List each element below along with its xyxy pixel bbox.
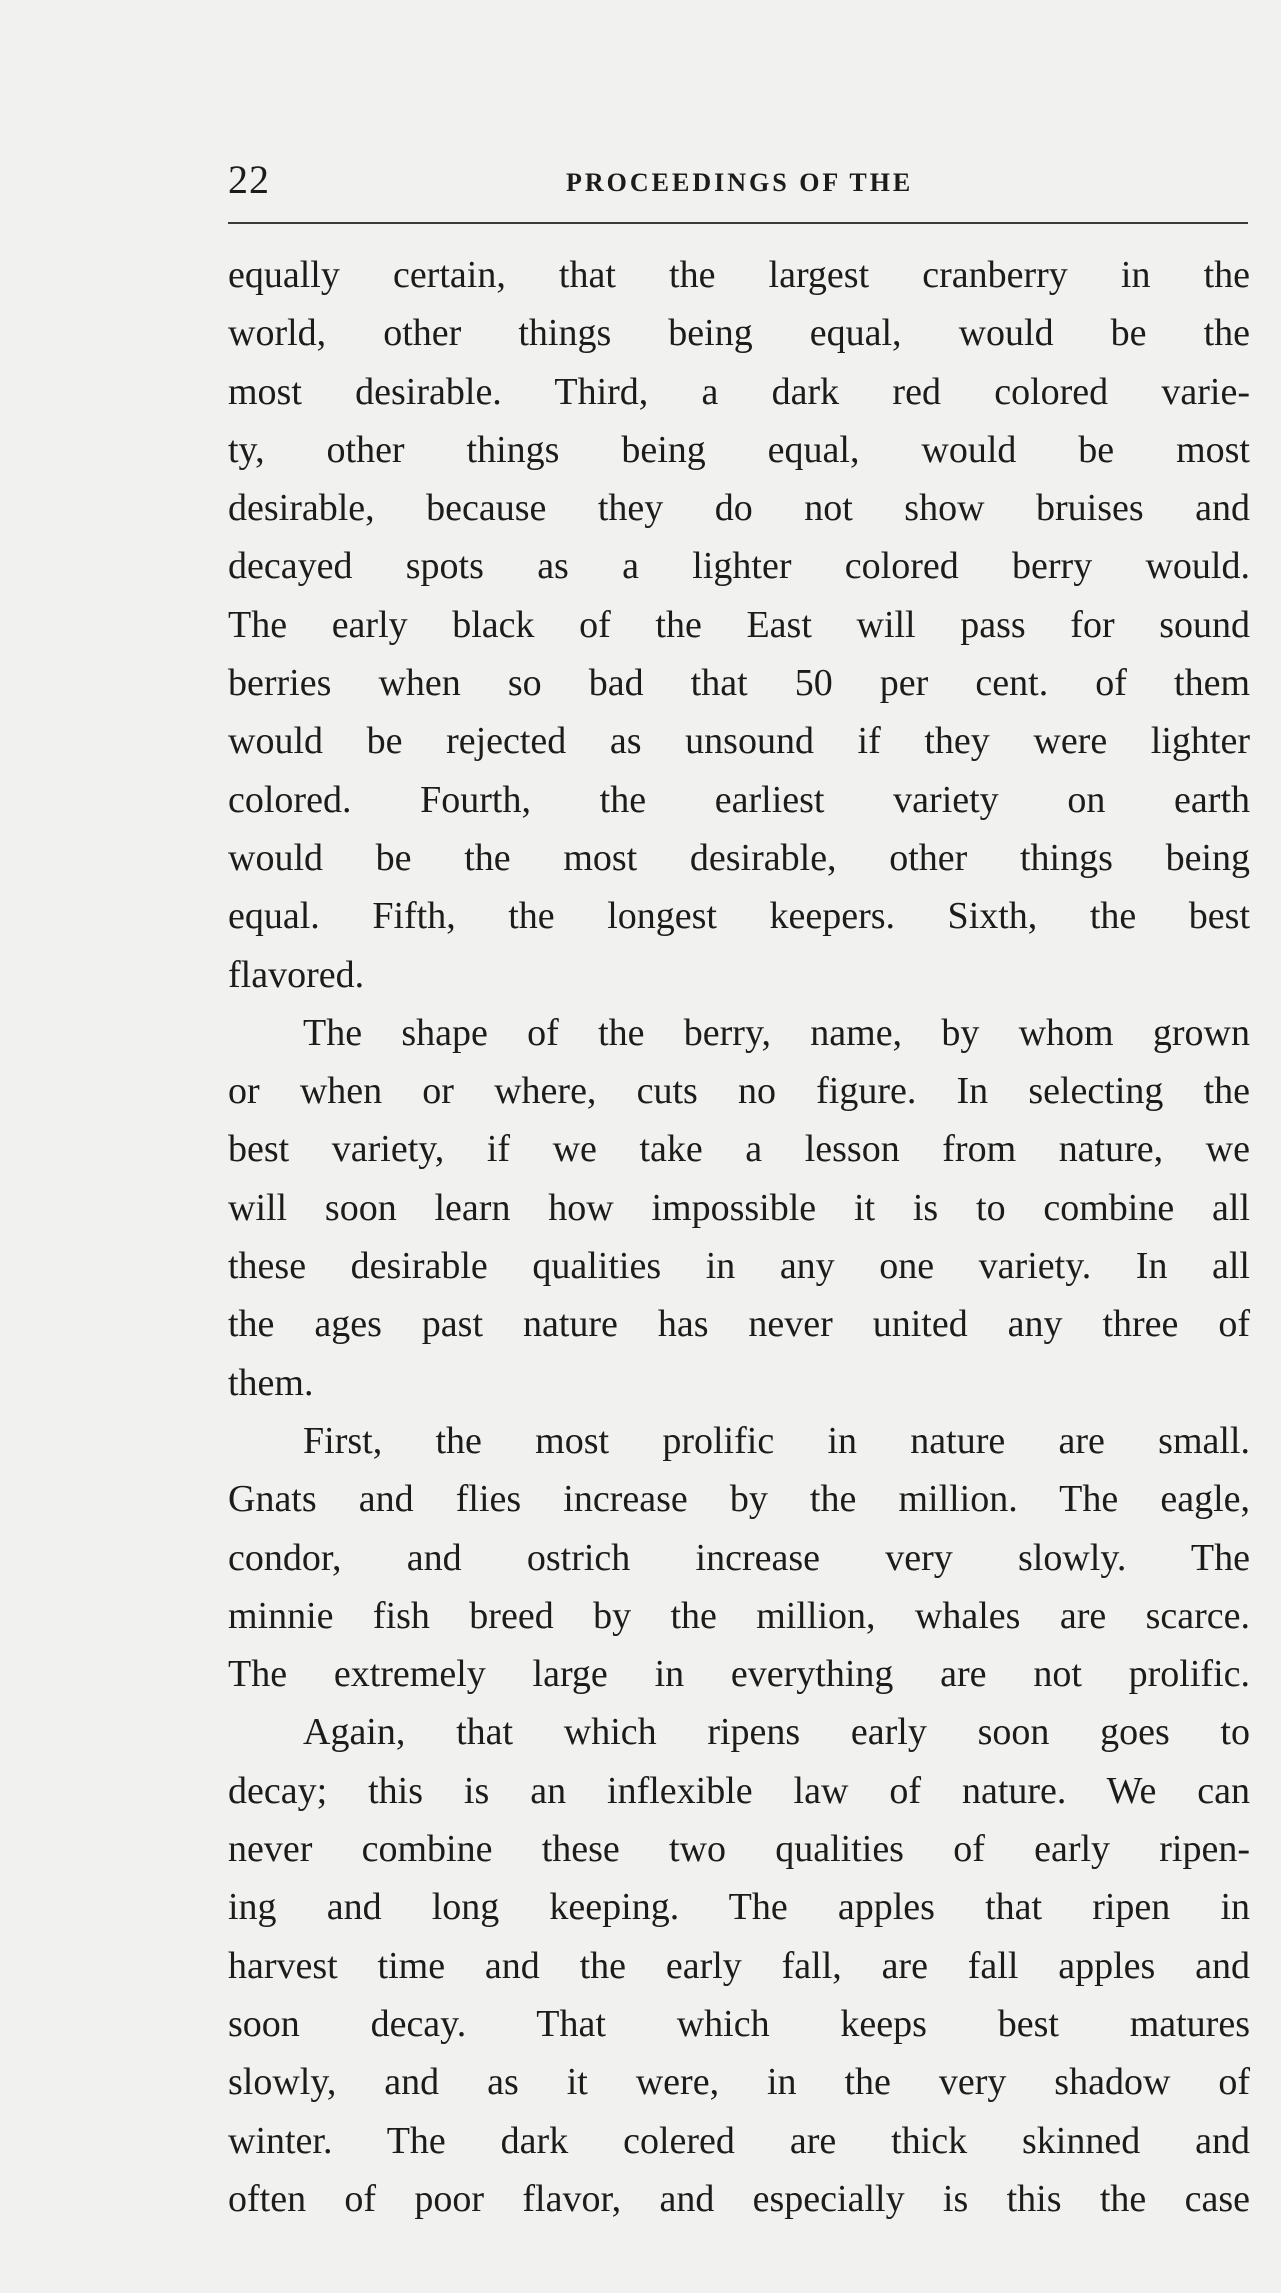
text-line: First, the most prolific in nature are small. <box>303 1419 1250 1462</box>
text-line: them. <box>228 1361 314 1404</box>
text-line: soon decay. That which keeps best matures <box>228 2002 1250 2045</box>
text-line: ty, other things being equal, would be most <box>228 428 1250 471</box>
text-line: condor, and ostrich increase very slowly. The <box>228 1536 1250 1579</box>
text-line: Again, that which ripens early soon goes to <box>303 1711 1250 1754</box>
text-line: minnie fish breed by the million, whales are scarce. <box>228 1594 1250 1637</box>
text-line: these desirable qualities in any one variety. In all <box>228 1245 1250 1288</box>
text-line: most desirable. Third, a dark red colored varie- <box>228 370 1250 413</box>
text-line: The shape of the berry, name, by whom grown <box>303 1011 1250 1054</box>
text-line: never combine these two qualities of early ripen- <box>228 1828 1250 1871</box>
page-header <box>228 150 1246 210</box>
text-line: equally certain, that the largest cranberry in the <box>228 254 1250 296</box>
text-line: world, other things being equal, would be the <box>228 312 1250 355</box>
text-line: winter. The dark colered are thick skinned and <box>228 2119 1250 2162</box>
text-line: would be rejected as unsound if they were lighter <box>228 720 1250 763</box>
text-line: flavored. <box>228 953 365 996</box>
text-line: equal. Fifth, the longest keepers. Sixth, the best <box>228 895 1250 938</box>
header-rule <box>228 222 1248 224</box>
text-line: the ages past nature has never united any three of <box>228 1303 1250 1346</box>
text-line: berries when so bad that 50 per cent. of them <box>228 662 1250 705</box>
text-line: decayed spots as a lighter colored berry would. <box>228 545 1250 588</box>
text-line: slowly, and as it were, in the very shadow of <box>228 2061 1250 2104</box>
text-line: colored. Fourth, the earliest variety on earth <box>228 778 1250 821</box>
text-line: Gnats and flies increase by the million. The eagle, <box>228 1478 1250 1521</box>
body-text <box>228 246 1250 2228</box>
text-line: would be the most desirable, other things being <box>228 836 1250 879</box>
text-line: often of poor flavor, and especially is this the case <box>228 2177 1250 2220</box>
text-line: The extremely large in everything are not prolific. <box>228 1653 1250 1696</box>
text-line: desirable, because they do not show bruises and <box>228 487 1250 530</box>
text-line: The early black of the East will pass for sound <box>228 603 1250 646</box>
text-line: or when or where, cuts no figure. In selecting the <box>228 1070 1250 1113</box>
page-number: 22 <box>228 157 270 202</box>
text-line: harvest time and the early fall, are fall apples and <box>228 1944 1250 1987</box>
text-line: decay; this is an inflexible law of nature. We can <box>228 1769 1250 1812</box>
text-line: best variety, if we take a lesson from nature, we <box>228 1128 1250 1171</box>
text-line: will soon learn how impossible it is to combine all <box>228 1186 1250 1229</box>
text-line: ing and long keeping. The apples that ripen in <box>228 1886 1250 1929</box>
running-head: PROCEEDINGS OF THE <box>566 168 914 197</box>
